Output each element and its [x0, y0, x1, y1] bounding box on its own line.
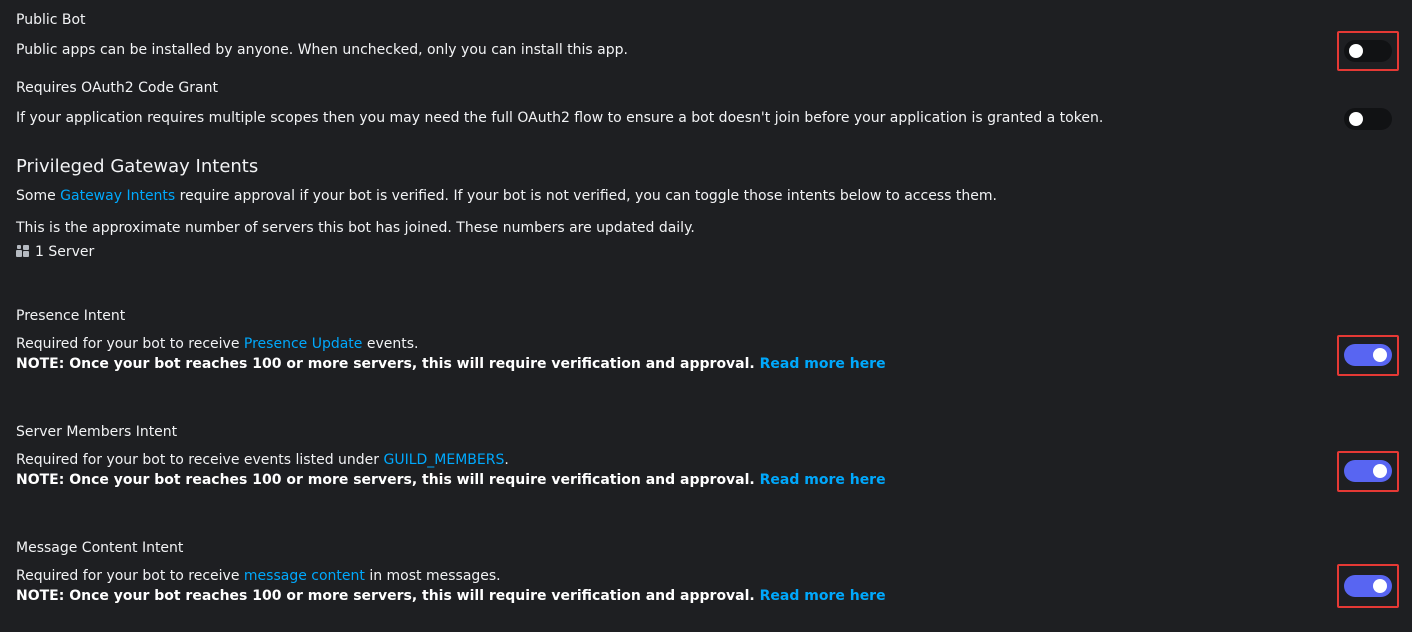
server-members-intent-description	[16, 452, 509, 468]
privileged-desc-prefix: Some	[16, 188, 61, 204]
intent-note-text: NOTE: Once your bot reaches 100 or more servers, this will require verification and approval.	[16, 356, 755, 372]
presence-intent-note	[16, 356, 886, 372]
public-bot-title: Public Bot	[16, 12, 86, 28]
intent-desc-prefix: Required for your bot to receive	[16, 336, 244, 352]
privileged-desc-suffix: require approval if your bot is verified. If your bot is not verified, you can toggle those intents below to access them.	[175, 188, 997, 204]
server-members-intent-note	[16, 472, 886, 488]
presence-intent-toggle[interactable]	[1344, 344, 1392, 366]
servers-info-text: This is the approximate number of servers this bot has joined. These numbers are updated daily.	[16, 220, 695, 236]
message-content-intent-description	[16, 568, 501, 584]
toggle-knob	[1373, 348, 1387, 362]
message-content-intent-toggle[interactable]	[1344, 575, 1392, 597]
server-members-read-more-link[interactable]: Read more here	[759, 472, 886, 488]
server-members-intent-toggle[interactable]	[1344, 460, 1392, 482]
public-bot-description: Public apps can be installed by anyone. When unchecked, only you can install this app.	[16, 42, 628, 58]
message-content-link[interactable]: message content	[243, 568, 365, 584]
intent-note-text: NOTE: Once your bot reaches 100 or more servers, this will require verification and approval.	[16, 588, 755, 604]
public-bot-toggle[interactable]	[1344, 40, 1392, 62]
toggle-knob	[1373, 579, 1387, 593]
guild-members-link[interactable]: GUILD_MEMBERS	[383, 452, 505, 468]
message-content-intent-title: Message Content Intent	[16, 540, 184, 556]
privileged-intents-heading: Privileged Gateway Intents	[16, 156, 259, 177]
message-content-read-more-link[interactable]: Read more here	[759, 588, 886, 604]
intent-note-text: NOTE: Once your bot reaches 100 or more servers, this will require verification and approval.	[16, 472, 755, 488]
server-members-intent-title: Server Members Intent	[16, 424, 178, 440]
intent-desc-suffix: in most messages.	[364, 568, 501, 584]
server-count-label: 1 Server	[35, 244, 95, 260]
intent-desc-suffix: .	[504, 452, 509, 468]
oauth2-grant-title: Requires OAuth2 Code Grant	[16, 80, 218, 96]
intent-desc-prefix: Required for your bot to receive events listed under	[16, 452, 384, 468]
presence-update-link[interactable]: Presence Update	[243, 336, 363, 352]
intent-desc-prefix: Required for your bot to receive	[16, 568, 244, 584]
toggle-knob	[1373, 464, 1387, 478]
presence-read-more-link[interactable]: Read more here	[759, 356, 886, 372]
oauth2-grant-toggle[interactable]	[1344, 108, 1392, 130]
server-icon	[16, 245, 30, 257]
privileged-intents-description	[16, 188, 997, 204]
server-count	[16, 244, 94, 260]
oauth2-grant-description: If your application requires multiple scopes then you may need the full OAuth2 flow to ensure a bot doesn't join before your application is granted a token.	[16, 110, 1104, 126]
toggle-knob	[1349, 44, 1363, 58]
intent-desc-suffix: events.	[362, 336, 419, 352]
gateway-intents-link[interactable]: Gateway Intents	[60, 188, 176, 204]
toggle-knob	[1349, 112, 1363, 126]
presence-intent-description	[16, 336, 419, 352]
message-content-intent-note	[16, 588, 886, 604]
presence-intent-title: Presence Intent	[16, 308, 126, 324]
